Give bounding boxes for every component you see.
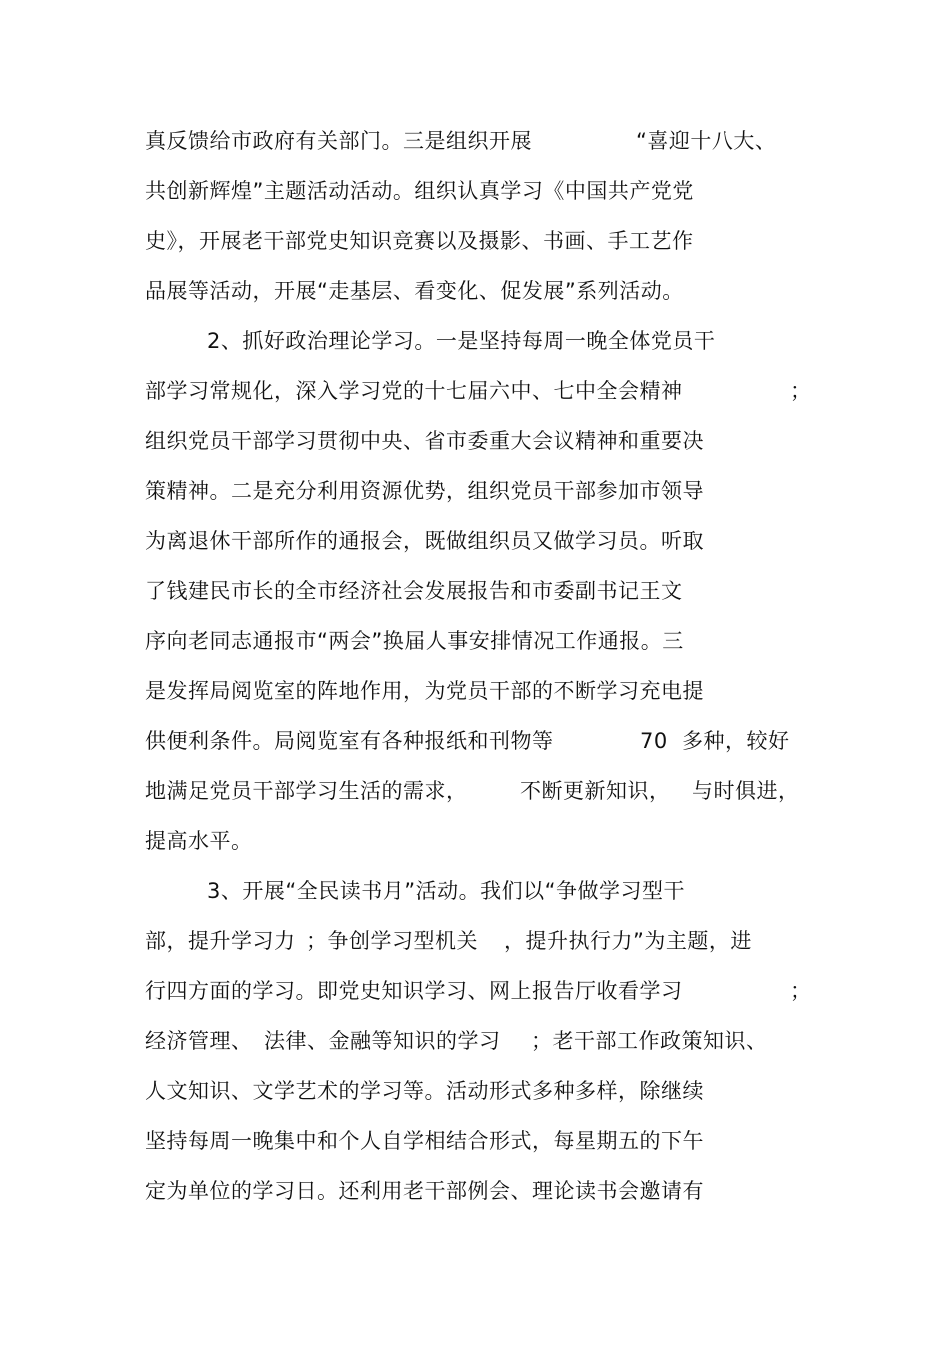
text-line: 为离退休干部所作的通报会，既做组织员又做学习员。听取 (145, 529, 704, 553)
text-line: 与时俱进， (692, 779, 800, 803)
text-line: 部学习常规化，深入学习党的十七届六中、七中全会精神 (145, 379, 683, 403)
text-line: 序向老同志通报市“两会”换届人事安排情况工作通报。三 (145, 629, 684, 653)
text-line: ；争创学习型机关 (306, 929, 478, 953)
text-line: 经济管理、 (145, 1029, 253, 1053)
text-line: 定为单位的学习日。还利用老干部例会、理论读书会邀请有 (145, 1179, 704, 1203)
text-line: 供便利条件。局阅览室有各种报纸和刊物等 (145, 729, 554, 753)
text-line: 是发挥局阅览室的阵地作用，为党员干部的不断学习充电提 (145, 679, 704, 703)
text-line: 不断更新知识， (520, 779, 671, 803)
text-line: 了钱建民市长的全市经济社会发展报告和市委副书记王文 (145, 579, 683, 603)
text-line: 部，提升学习力 (145, 929, 296, 953)
text-line: 策精神。二是充分利用资源优势，组织党员干部参加市领导 (145, 479, 704, 503)
text-line: 史》，开展老干部党史知识竞赛以及摄影、书画、手工艺作 (145, 229, 694, 253)
text-line: 品展等活动，开展“走基层、看变化、促发展”系列活动。 (145, 279, 684, 303)
text-line: 真反馈给市政府有关部门。三是组织开展 (145, 129, 532, 153)
text-line: ； (790, 379, 812, 403)
text-line: 行四方面的学习。即党史知识学习、网上报告厅收看学习 (145, 979, 683, 1003)
text-line: ，提升执行力”为主题，进 (504, 929, 752, 953)
text-line: “喜迎十八大、 (636, 129, 777, 153)
text-line: 坚持每周一晚集中和个人自学相结合形式，每星期五的下午 (145, 1129, 704, 1153)
text-line: 70 (640, 729, 668, 753)
text-line: 共创新辉煌”主题活动活动。组织认真学习《中国共产党党 (145, 179, 694, 203)
text-line: 提高水平。 (145, 829, 253, 853)
text-line: 人文知识、文学艺术的学习等。活动形式多种多样，除继续 (145, 1079, 704, 1103)
text-line: 3、开展“全民读书月”活动。我们以“争做学习型干 (207, 879, 685, 903)
text-line: ； (790, 979, 812, 1003)
text-line: 多种，较好 (682, 729, 790, 753)
text-line: 组织党员干部学习贯彻中央、省市委重大会议精神和重要决 (145, 429, 704, 453)
text-line: 法律、金融等知识的学习 (264, 1029, 501, 1053)
text-line: 地满足党员干部学习生活的需求， (145, 779, 468, 803)
text-line: ；老干部工作政策知识、 (531, 1029, 768, 1053)
text-line: 2、抓好政治理论学习。一是坚持每周一晚全体党员干 (207, 329, 716, 353)
